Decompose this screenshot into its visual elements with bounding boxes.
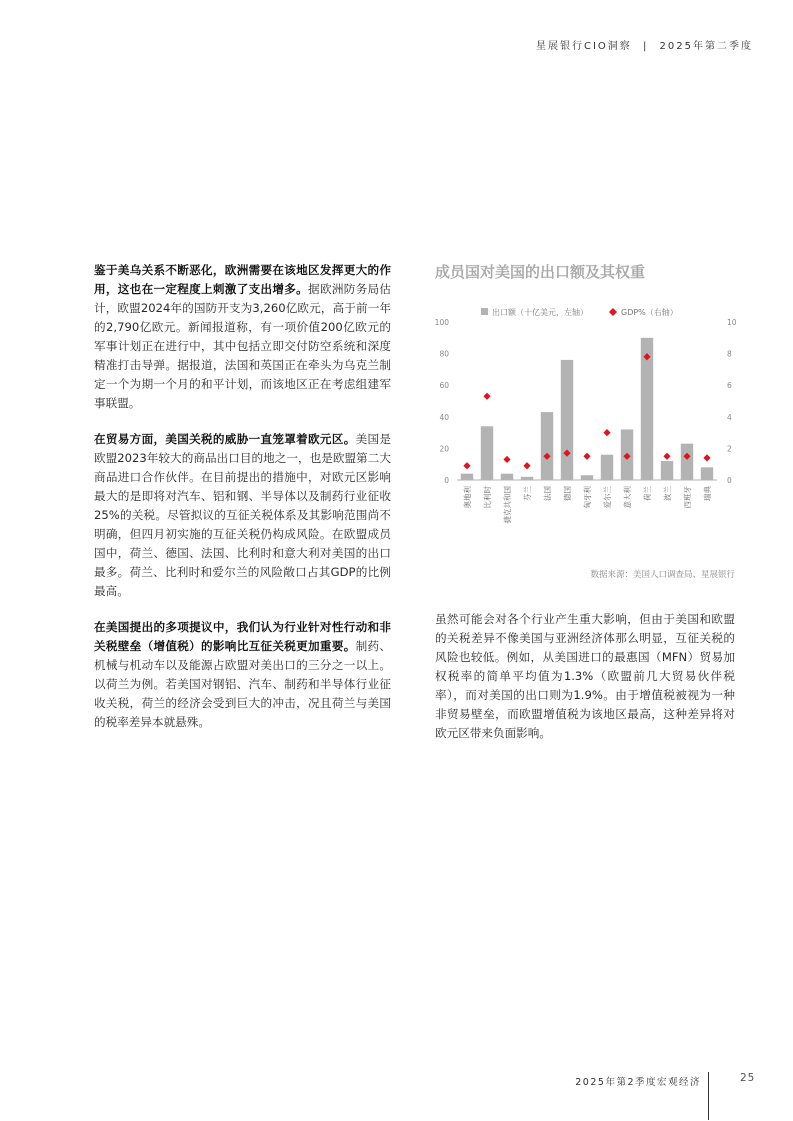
gdp-point-波兰 — [663, 453, 670, 460]
bar-爱尔兰 — [601, 455, 613, 480]
paragraph-tariff-differences: 虽然可能会对各个行业产生重大影响，但由于美国和欧盟的关税差异不像美国与亚洲经济体那么明显，互征关税的风险也较低。例如，从美国进口的最惠国（MFN）贸易加权税率的简单平均值为1.3%（欧盟前几大贸易伙伴税率），而对美国的出口则为1.9%。由于增值税被视为一种非贸易壁垒，而欧盟增值税为该地区最高，这种差异将对欧元区带来负面影响。 — [435, 612, 735, 740]
bar-波兰 — [661, 461, 673, 480]
bar-奥地利 — [461, 474, 473, 480]
paragraph-trade-tariffs — [94, 430, 391, 601]
paragraph-body: 美国是欧盟2023年较大的商品出口目的地之一，也是欧盟第二大商品进口合作伙伴。在目前提出的措施中，对欧元区影响最大的是即将对汽车、铝和钢、半导体以及制药行业征收25%的关税。尽管拟议的互征关税体系及其影响范围尚不明确，但四月初实施的互征关税仍构成风险。在欧盟成员国中，荷兰、德国、法国、比利时和意大利对美国的出口最多。荷兰、比利时和爱尔兰的风险敞口占其GDP的比例最高。 — [94, 432, 391, 598]
bar-芬兰 — [521, 477, 533, 480]
right-tick-label: 2 — [727, 444, 732, 454]
paragraph-body: 制药、机械与机动车以及能源占欧盟对美出口的三分之一以上。以荷兰为例。若美国对钢铝、汽车、制药和半导体行业征收关税，荷兰的经济会受到巨大的冲击，况且荷兰与美国的税率差异本就悬殊。 — [94, 639, 391, 729]
right-tick-label: 10 — [727, 318, 737, 327]
left-axis — [435, 318, 450, 485]
header-separator: | — [642, 41, 649, 52]
paragraph-body: 据欧洲防务局估计，欧盟2024年的国防开支为3,260亿欧元，高于前一年的2,790亿欧元。新闻报道称，有一项价值200亿欧元的军事计划正在进行中，其中包括立即交付防空系统和深度精准打击导弹。据报道，法国和英国正在牵头为乌克兰制定一个为期一个月的和平计划，而该地区正在考虑组建军事联盟。 — [94, 282, 391, 410]
right-tick-label: 6 — [727, 381, 732, 391]
gdp-point-比利时 — [483, 393, 490, 400]
page-number: 25 — [740, 1072, 756, 1084]
x-tick-label: 瑞典 — [703, 486, 712, 501]
export-chart — [425, 300, 755, 560]
right-tick-label: 0 — [727, 476, 732, 485]
right-tick-label: 8 — [727, 349, 732, 359]
gdp-point-芬兰 — [523, 462, 530, 469]
x-tick-label: 爱尔兰 — [603, 486, 612, 509]
left-column — [94, 261, 391, 749]
right-axis — [727, 318, 737, 485]
left-tick-label: 100 — [434, 318, 449, 327]
legend-diamond-swatch — [609, 308, 617, 316]
x-tick-label: 芬兰 — [523, 486, 532, 501]
left-tick-label: 20 — [439, 444, 449, 454]
header-brand: 星展银行CIO洞察 — [535, 41, 632, 52]
left-tick-label: 40 — [439, 412, 449, 422]
footer-section: 2025年第2季度宏观经济 — [575, 1077, 701, 1088]
x-tick-label: 西班牙 — [683, 486, 692, 509]
x-tick-label: 匈牙利 — [583, 486, 592, 509]
gdp-point-奥地利 — [463, 462, 470, 469]
chart-source: 数据来源：美国人口调查局、星展银行 — [590, 570, 735, 580]
x-tick-label: 德国 — [563, 486, 572, 501]
footer-divider — [708, 1072, 709, 1120]
gdp-point-爱尔兰 — [603, 429, 610, 436]
x-tick-label: 荷兰 — [643, 486, 652, 501]
right-column — [435, 610, 735, 760]
x-tick-label: 意大利 — [623, 486, 632, 509]
gdp-point-匈牙利 — [583, 453, 590, 460]
left-tick-label: 60 — [439, 381, 449, 391]
bar-比利时 — [481, 426, 493, 480]
bar-德国 — [561, 360, 573, 480]
gdp-point-瑞典 — [703, 454, 710, 461]
left-tick-label: 0 — [444, 476, 449, 485]
chart-legend — [481, 307, 678, 318]
x-tick-label: 捷克共和国 — [503, 486, 512, 524]
left-tick-label: 80 — [439, 349, 449, 359]
category-labels — [462, 486, 712, 524]
x-tick-label: 波兰 — [663, 486, 672, 501]
bar-捷克共和国 — [501, 474, 513, 480]
bar-法国 — [541, 412, 553, 480]
x-tick-label: 奥地利 — [463, 486, 472, 509]
gdp-point-捷克共和国 — [503, 456, 510, 463]
right-tick-label: 4 — [727, 412, 732, 422]
paragraph-ukraine-defense — [94, 261, 391, 413]
x-tick-label: 比利时 — [483, 486, 492, 509]
paragraph-lead: 鉴于美乌关系不断恶化，欧洲需要在该地区发挥更大的作用，这也在一定程度上刺激了支出增多。 — [94, 263, 391, 296]
gdp-series — [463, 353, 710, 469]
chart-title: 成员国对美国的出口额及其权重 — [435, 263, 646, 281]
paragraph-sector-actions — [94, 618, 391, 732]
paragraph-lead: 在贸易方面，美国关税的威胁一直笼罩着欧元区。 — [94, 432, 356, 446]
x-tick-label: 法国 — [543, 486, 552, 501]
legend-bar-label: 出口额（十亿美元，左轴） — [492, 308, 588, 317]
page-header — [536, 37, 753, 52]
paragraph-lead: 在美国提出的多项提议中，我们认为行业针对性行动和非关税壁垒（增值税）的影响比互征关税更加重要。 — [94, 620, 391, 653]
bar-匈牙利 — [581, 475, 593, 480]
bar-瑞典 — [701, 467, 713, 480]
header-period: 2025年第二季度 — [659, 41, 753, 52]
bar-西班牙 — [681, 444, 693, 480]
legend-dot-label: GDP%（右轴） — [621, 308, 678, 317]
legend-bar-swatch — [481, 308, 488, 315]
